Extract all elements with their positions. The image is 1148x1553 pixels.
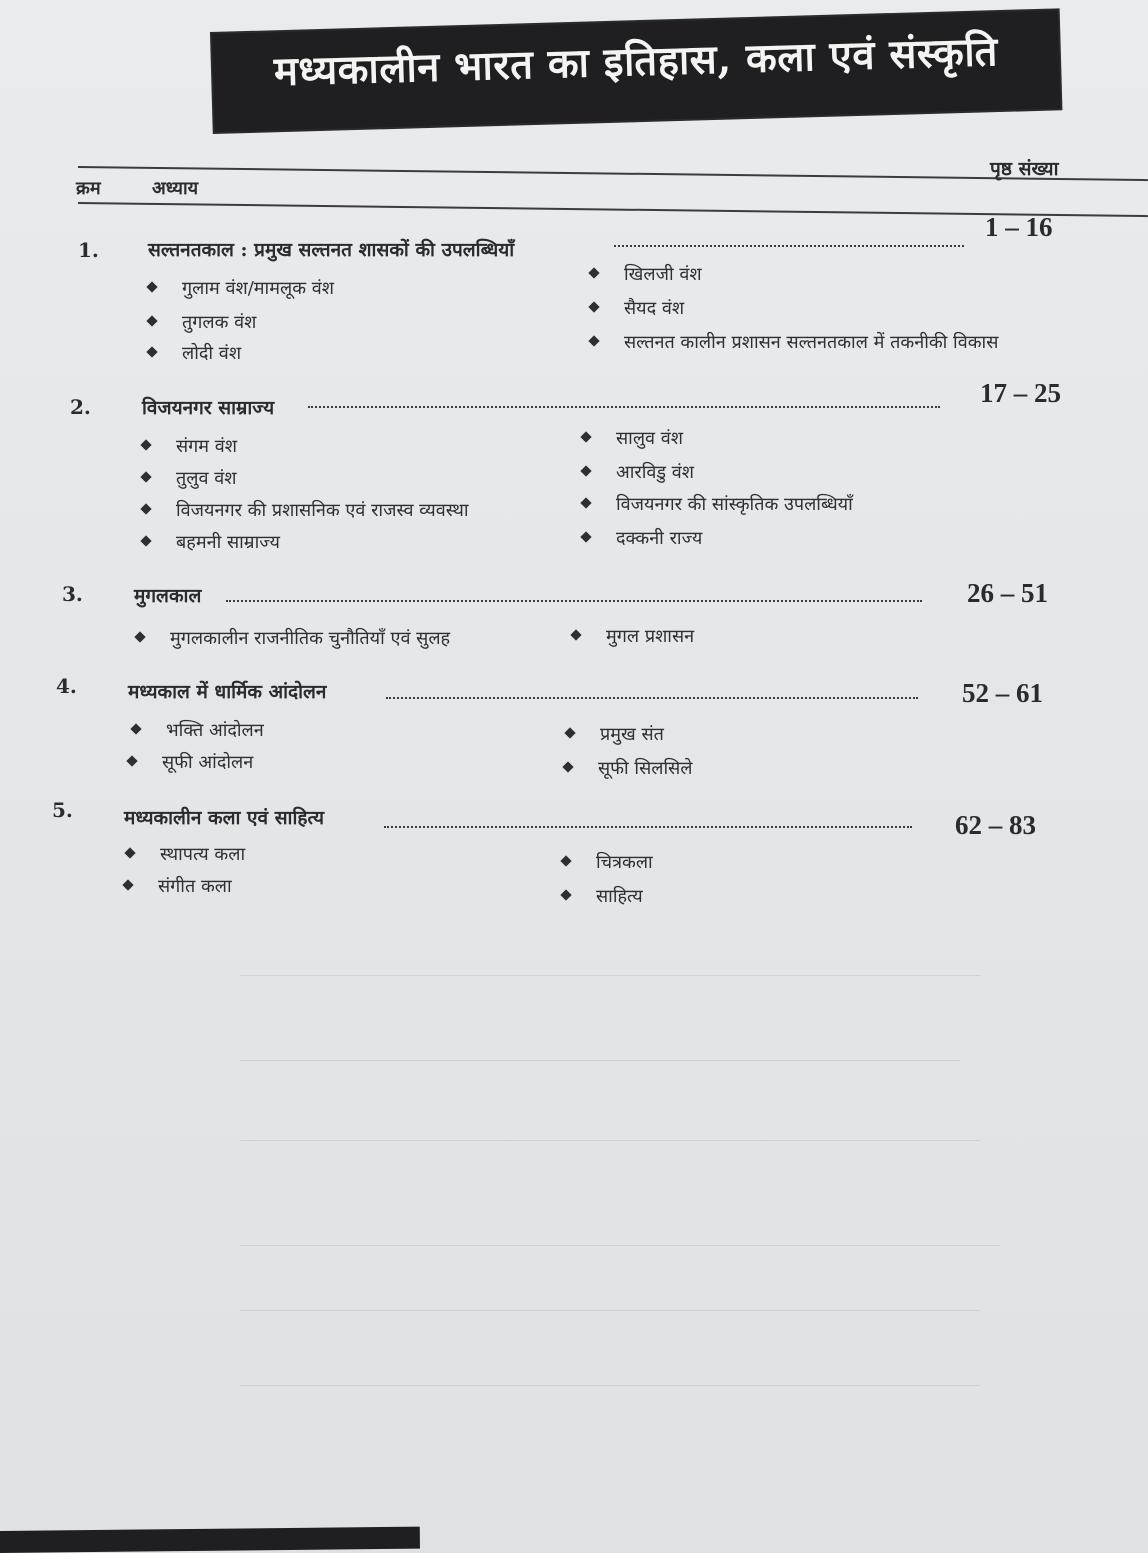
chapter-title: मुगलकाल bbox=[134, 585, 202, 607]
topic-item: प्रमुख संत bbox=[566, 722, 664, 746]
topic-item: लोदी वंश bbox=[148, 341, 241, 365]
chapter-pages: 1 – 16 bbox=[985, 212, 1053, 242]
bullet-icon bbox=[560, 855, 571, 866]
bullet-icon bbox=[580, 497, 591, 508]
topic-item: गुलाम वंश/मामलूक वंश bbox=[148, 276, 334, 300]
topic-item: स्थापत्य कला bbox=[126, 842, 245, 866]
topic-item: सालुव वंश bbox=[582, 426, 683, 450]
bullet-icon bbox=[580, 431, 591, 442]
bullet-icon bbox=[140, 471, 151, 482]
topic-item: सूफी आंदोलन bbox=[128, 750, 253, 774]
topic-item: तुलुव वंश bbox=[142, 466, 236, 490]
bullet-icon bbox=[130, 723, 141, 734]
serial-column-header: क्रम bbox=[76, 178, 101, 199]
bleed-through-line bbox=[240, 1140, 980, 1141]
bullet-icon bbox=[570, 629, 581, 640]
bullet-icon bbox=[126, 755, 137, 766]
chapter-title: सल्तनतकाल : प्रमुख सल्तनत शासकों की उपलब्धियाँ bbox=[148, 239, 515, 261]
bleed-through-line bbox=[240, 1310, 980, 1311]
bullet-icon bbox=[140, 503, 151, 514]
topic-item: मुगल प्रशासन bbox=[572, 624, 694, 648]
chapter-number: 4. bbox=[56, 674, 77, 698]
bullet-icon bbox=[580, 531, 591, 542]
dot-leader bbox=[226, 600, 922, 602]
topic-item: मुगलकालीन राजनीतिक चुनौतियाँ एवं सुलह bbox=[136, 626, 450, 650]
bleed-through-line bbox=[240, 1385, 980, 1386]
topic-item: विजयनगर की प्रशासनिक एवं राजस्व व्यवस्था bbox=[142, 498, 469, 522]
dot-leader bbox=[308, 406, 940, 408]
chapter-pages: 62 – 83 bbox=[955, 810, 1036, 840]
bullet-icon bbox=[146, 315, 157, 326]
header-top-rule bbox=[78, 166, 1148, 181]
topic-item: साहित्य bbox=[562, 884, 643, 908]
topic-item: सूफी सिलसिले bbox=[564, 756, 693, 780]
topic-item: संगम वंश bbox=[142, 434, 237, 458]
bleed-through-line bbox=[240, 1060, 960, 1061]
chapter-pages: 17 – 25 bbox=[980, 378, 1061, 408]
chapter-pages: 26 – 51 bbox=[967, 578, 1048, 608]
bullet-icon bbox=[588, 335, 599, 346]
bullet-icon bbox=[564, 727, 575, 738]
topic-item: आरविडु वंश bbox=[582, 460, 694, 484]
chapter-title: मध्यकालीन कला एवं साहित्य bbox=[124, 807, 325, 829]
topic-item: सल्तनत कालीन प्रशासन सल्तनतकाल में तकनीकी विकास bbox=[590, 330, 998, 354]
topic-item: बहमनी साम्राज्य bbox=[142, 530, 280, 554]
bullet-icon bbox=[588, 267, 599, 278]
page-bottom-shadow bbox=[0, 1527, 420, 1553]
chapter-title: मध्यकाल में धार्मिक आंदोलन bbox=[128, 681, 327, 703]
page-title: मध्यकालीन भारत का इतिहास, कला एवं संस्कृति bbox=[273, 28, 999, 96]
topic-item: तुगलक वंश bbox=[148, 310, 256, 334]
chapter-number: 1. bbox=[78, 238, 99, 262]
bullet-icon bbox=[122, 879, 133, 890]
chapter-number: 5. bbox=[52, 798, 73, 822]
chapter-number: 2. bbox=[70, 395, 91, 419]
bleed-through-line bbox=[240, 975, 980, 976]
topic-item: सैयद वंश bbox=[590, 296, 684, 320]
bullet-icon bbox=[560, 889, 571, 900]
chapter-pages: 52 – 61 bbox=[962, 678, 1043, 708]
bullet-icon bbox=[562, 761, 573, 772]
title-banner bbox=[212, 10, 1060, 132]
bullet-icon bbox=[588, 301, 599, 312]
chapter-title: विजयनगर साम्राज्य bbox=[142, 397, 275, 419]
dot-leader bbox=[384, 826, 912, 828]
topic-item: भक्ति आंदोलन bbox=[132, 718, 264, 742]
bullet-icon bbox=[580, 465, 591, 476]
dot-leader bbox=[614, 245, 964, 247]
bullet-icon bbox=[140, 535, 151, 546]
bullet-icon bbox=[146, 346, 157, 357]
topic-item: चित्रकला bbox=[562, 850, 653, 874]
bullet-icon bbox=[140, 439, 151, 450]
page-number-column-header: पृष्ठ संख्या bbox=[990, 158, 1059, 180]
bullet-icon bbox=[124, 847, 135, 858]
bleed-through-line bbox=[240, 1245, 1000, 1246]
bullet-icon bbox=[134, 631, 145, 642]
topic-item: खिलजी वंश bbox=[590, 262, 702, 286]
bullet-icon bbox=[146, 281, 157, 292]
chapter-number: 3. bbox=[62, 582, 83, 606]
topic-item: संगीत कला bbox=[124, 874, 232, 898]
topic-item: विजयनगर की सांस्कृतिक उपलब्धियाँ bbox=[582, 492, 853, 516]
topic-item: दक्कनी राज्य bbox=[582, 526, 702, 550]
chapter-column-header: अध्याय bbox=[152, 178, 199, 199]
dot-leader bbox=[386, 697, 918, 699]
